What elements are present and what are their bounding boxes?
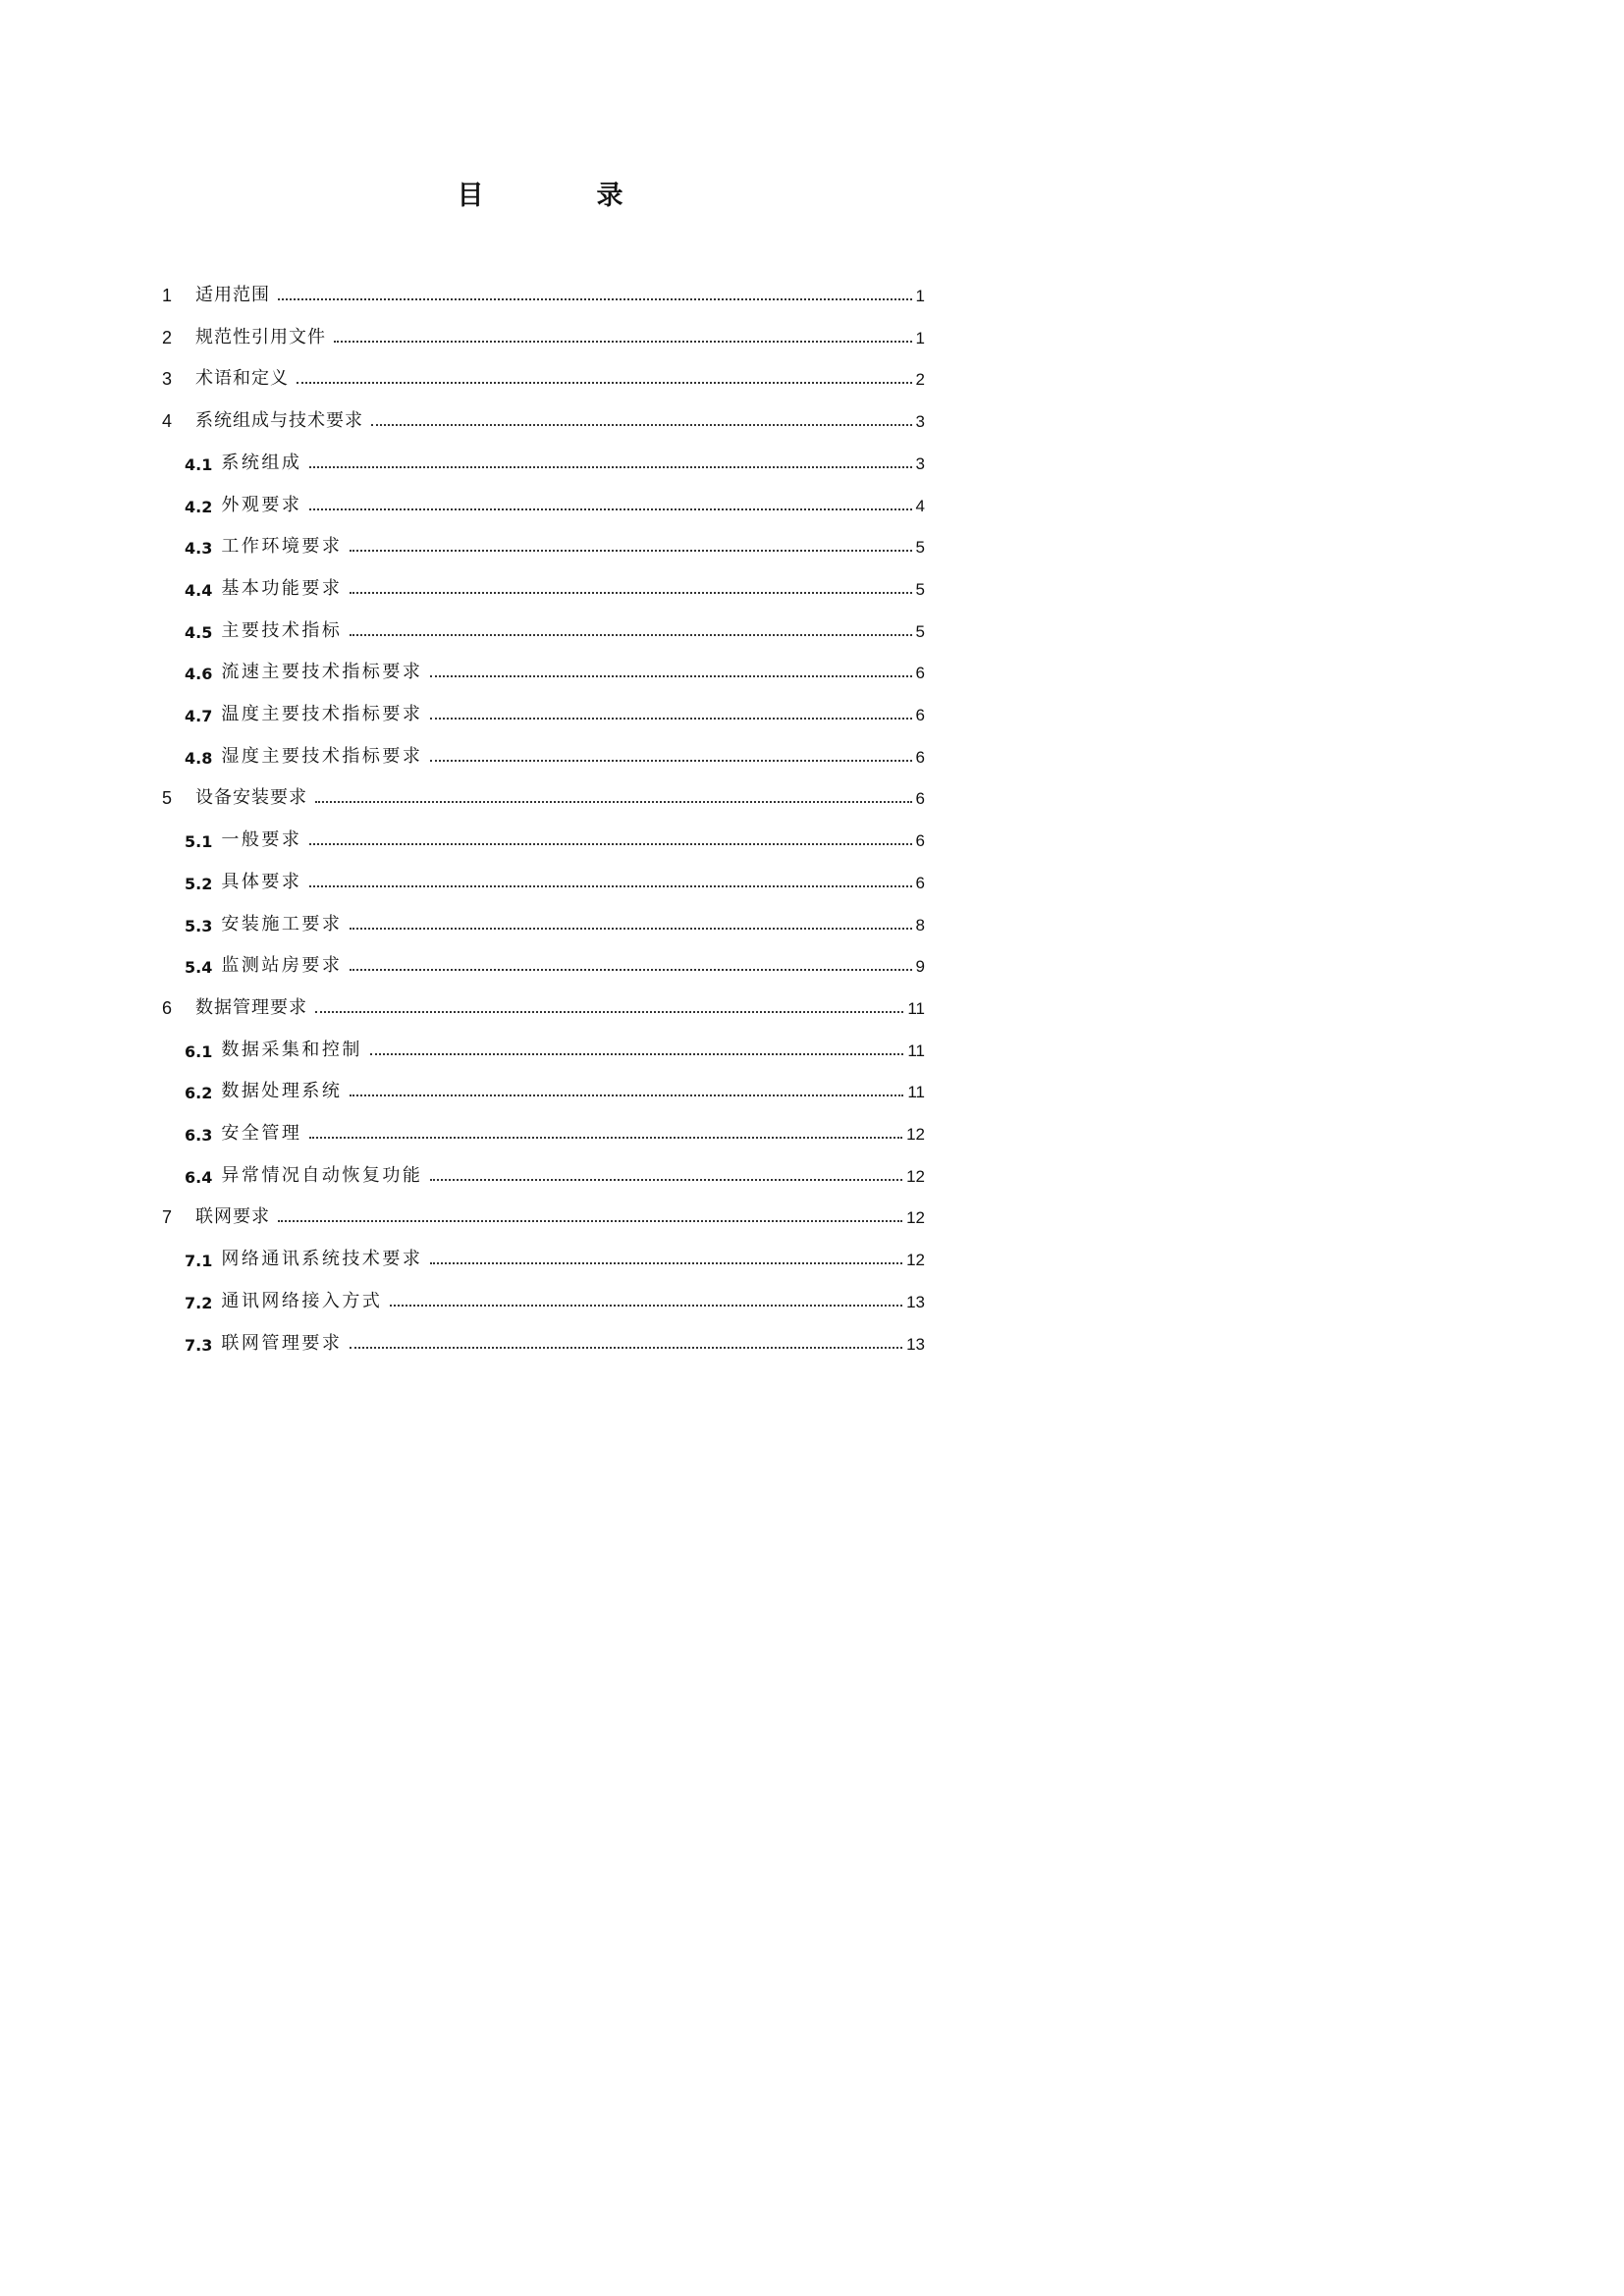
toc-entry-number: 4.2 <box>185 497 213 516</box>
toc-entry[interactable] <box>185 1026 925 1061</box>
toc-entry-page-number: 1 <box>915 287 925 305</box>
toc-entry[interactable] <box>185 1319 925 1355</box>
toc-entry-title: 基本功能要求 <box>221 577 343 599</box>
toc-entry[interactable] <box>185 607 925 642</box>
toc-entry-page-number: 6 <box>915 706 925 724</box>
toc-entry[interactable] <box>185 858 925 893</box>
toc-entry[interactable] <box>185 522 925 558</box>
toc-entry-title: 适用范围 <box>195 285 270 305</box>
toc-entry-number: 5.3 <box>185 916 213 935</box>
toc-entry-number: 7 <box>162 1207 173 1228</box>
toc-dot-leader <box>430 1262 902 1264</box>
toc-entry-title: 一般要求 <box>221 829 302 851</box>
toc-entry[interactable] <box>185 439 925 474</box>
toc-entry[interactable] <box>185 941 925 977</box>
toc-dot-leader <box>430 760 911 762</box>
toc-entry[interactable] <box>185 564 925 600</box>
toc-entry[interactable] <box>162 774 925 809</box>
toc-entry-page-number: 11 <box>907 1041 925 1060</box>
toc-entry[interactable] <box>185 1109 925 1145</box>
toc-entry[interactable] <box>185 900 925 935</box>
toc-dot-leader <box>371 424 912 426</box>
toc-entry-number: 4.5 <box>185 622 213 642</box>
toc-entry-title: 具体要求 <box>221 871 302 892</box>
toc-entry-page-number: 8 <box>915 915 925 934</box>
toc-entry-page-number: 5 <box>915 621 925 641</box>
toc-entry[interactable] <box>162 313 925 348</box>
toc-entry-number: 4.8 <box>185 748 213 768</box>
toc-entry[interactable] <box>185 1235 925 1270</box>
toc-entry-number: 5.4 <box>185 958 213 978</box>
toc-dot-leader <box>309 466 911 468</box>
toc-entry-number: 7.1 <box>185 1252 213 1271</box>
toc-entry[interactable] <box>185 1277 925 1312</box>
toc-dot-leader <box>309 1137 902 1139</box>
toc-entry-number: 4.4 <box>185 580 213 600</box>
toc-entry-title: 系统组成与技术要求 <box>195 410 363 432</box>
toc-entry-number: 1 <box>162 286 173 305</box>
toc-entry-number: 2 <box>162 327 173 347</box>
toc-entry-page-number: 6 <box>915 664 925 683</box>
toc-entry-page-number: 5 <box>915 579 925 599</box>
toc-entry-title: 数据处理系统 <box>221 1081 343 1102</box>
toc-entry-page-number: 6 <box>915 747 925 767</box>
toc-entry-number: 5.2 <box>185 874 213 893</box>
toc-entry-number: 4.6 <box>185 665 213 684</box>
toc-dot-leader <box>350 1347 902 1349</box>
toc-entry-title: 规范性引用文件 <box>195 326 326 347</box>
toc-entry[interactable] <box>185 1067 925 1102</box>
toc-entry-number: 7.3 <box>185 1335 213 1355</box>
toc-entry[interactable] <box>185 648 925 683</box>
toc-entry-title: 主要技术指标 <box>221 619 343 641</box>
document-page <box>0 0 1080 1527</box>
toc-entry-number: 6.1 <box>185 1041 213 1061</box>
toc-entry[interactable] <box>185 1151 925 1187</box>
toc-entry-title: 工作环境要求 <box>221 536 343 558</box>
toc-entry-page-number: 6 <box>915 873 925 892</box>
toc-entry-title: 外观要求 <box>221 494 302 515</box>
toc-entry-page-number: 2 <box>915 370 925 390</box>
toc-dot-leader <box>350 634 911 636</box>
toc-entry[interactable] <box>185 481 925 516</box>
toc-entry-title: 安装施工要求 <box>221 913 343 934</box>
toc-entry-page-number: 4 <box>915 496 925 515</box>
toc-entry[interactable] <box>185 732 925 768</box>
toc-entry-title: 术语和定义 <box>195 368 289 390</box>
toc-entry-title: 设备安装要求 <box>195 787 307 809</box>
toc-entry-number: 5 <box>162 788 173 809</box>
toc-entry-page-number: 11 <box>907 998 925 1018</box>
toc-entry-title: 联网管理要求 <box>221 1332 343 1354</box>
toc-entry-page-number: 3 <box>915 454 925 473</box>
toc-entry-page-number: 11 <box>907 1083 925 1102</box>
toc-entry-number: 6.4 <box>185 1167 213 1187</box>
toc-title: 目 录 <box>457 181 667 211</box>
toc-dot-leader <box>278 298 912 300</box>
toc-entry-page-number: 13 <box>906 1334 925 1354</box>
toc-entry-page-number: 13 <box>906 1292 925 1311</box>
toc-entry-page-number: 12 <box>906 1251 925 1270</box>
toc-entry-page-number: 12 <box>906 1208 925 1228</box>
toc-entry-page-number: 3 <box>915 412 925 432</box>
toc-entry[interactable] <box>162 397 925 432</box>
toc-entry[interactable] <box>162 271 925 306</box>
toc-entry[interactable] <box>162 354 925 390</box>
toc-entry-title: 数据管理要求 <box>195 996 307 1018</box>
toc-dot-leader <box>350 928 911 930</box>
toc-dot-leader <box>309 885 911 887</box>
toc-entry-page-number: 6 <box>915 789 925 809</box>
toc-entry-page-number: 1 <box>915 328 925 347</box>
toc-entry-number: 7.2 <box>185 1293 213 1312</box>
toc-entry-number: 4.7 <box>185 707 213 725</box>
toc-entry-number: 6.2 <box>185 1084 213 1103</box>
toc-entry-number: 3 <box>162 369 173 390</box>
toc-entry-page-number: 12 <box>906 1166 925 1186</box>
toc-dot-leader <box>297 382 912 384</box>
toc-dot-leader <box>315 801 912 803</box>
toc-entry[interactable] <box>185 690 925 725</box>
toc-entry-title: 监测站房要求 <box>221 955 343 977</box>
toc-entry[interactable] <box>162 1193 925 1228</box>
toc-dot-leader <box>309 843 911 845</box>
toc-entry-title: 温度主要技术指标要求 <box>221 704 423 724</box>
toc-dot-leader <box>430 675 911 677</box>
toc-entry-title: 网络通讯系统技术要求 <box>221 1249 423 1270</box>
toc-entry-page-number: 5 <box>915 538 925 558</box>
toc-dot-leader <box>315 1011 903 1013</box>
toc-entry-number: 4.1 <box>185 454 213 474</box>
toc-entry-number: 4 <box>162 411 173 432</box>
toc-entry[interactable] <box>185 816 925 851</box>
toc-entry-title: 安全管理 <box>221 1123 302 1144</box>
toc-entry-page-number: 6 <box>915 831 925 851</box>
toc-entry[interactable] <box>162 984 925 1019</box>
toc-dot-leader <box>350 592 911 594</box>
toc-dot-leader <box>430 1179 902 1181</box>
toc-entry-number: 4.3 <box>185 539 213 559</box>
toc-dot-leader <box>350 550 911 552</box>
toc-entry-title: 数据采集和控制 <box>221 1039 362 1060</box>
toc-entry-title: 通讯网络接入方式 <box>221 1290 383 1311</box>
toc-dot-leader <box>278 1220 902 1222</box>
toc-entry-title: 湿度主要技术指标要求 <box>221 745 423 767</box>
toc-entry-title: 流速主要技术指标要求 <box>221 662 423 683</box>
toc-dot-leader <box>309 508 911 510</box>
toc-entry-title: 联网要求 <box>195 1206 270 1228</box>
toc-dot-leader <box>430 718 911 720</box>
toc-entry-title: 系统组成 <box>221 452 302 473</box>
toc-dot-leader <box>334 341 912 343</box>
toc-entry-title: 异常情况自动恢复功能 <box>221 1164 423 1186</box>
toc-entry-page-number: 12 <box>906 1125 925 1144</box>
toc-dot-leader <box>350 1095 903 1096</box>
toc-dot-leader <box>350 969 911 971</box>
toc-entry-number: 6 <box>162 997 173 1018</box>
toc-dot-leader <box>390 1305 902 1307</box>
toc-dot-leader <box>370 1053 904 1055</box>
toc-entry-number: 5.1 <box>185 832 213 852</box>
toc-entry-page-number: 9 <box>915 957 925 977</box>
toc-entry-number: 6.3 <box>185 1126 213 1145</box>
